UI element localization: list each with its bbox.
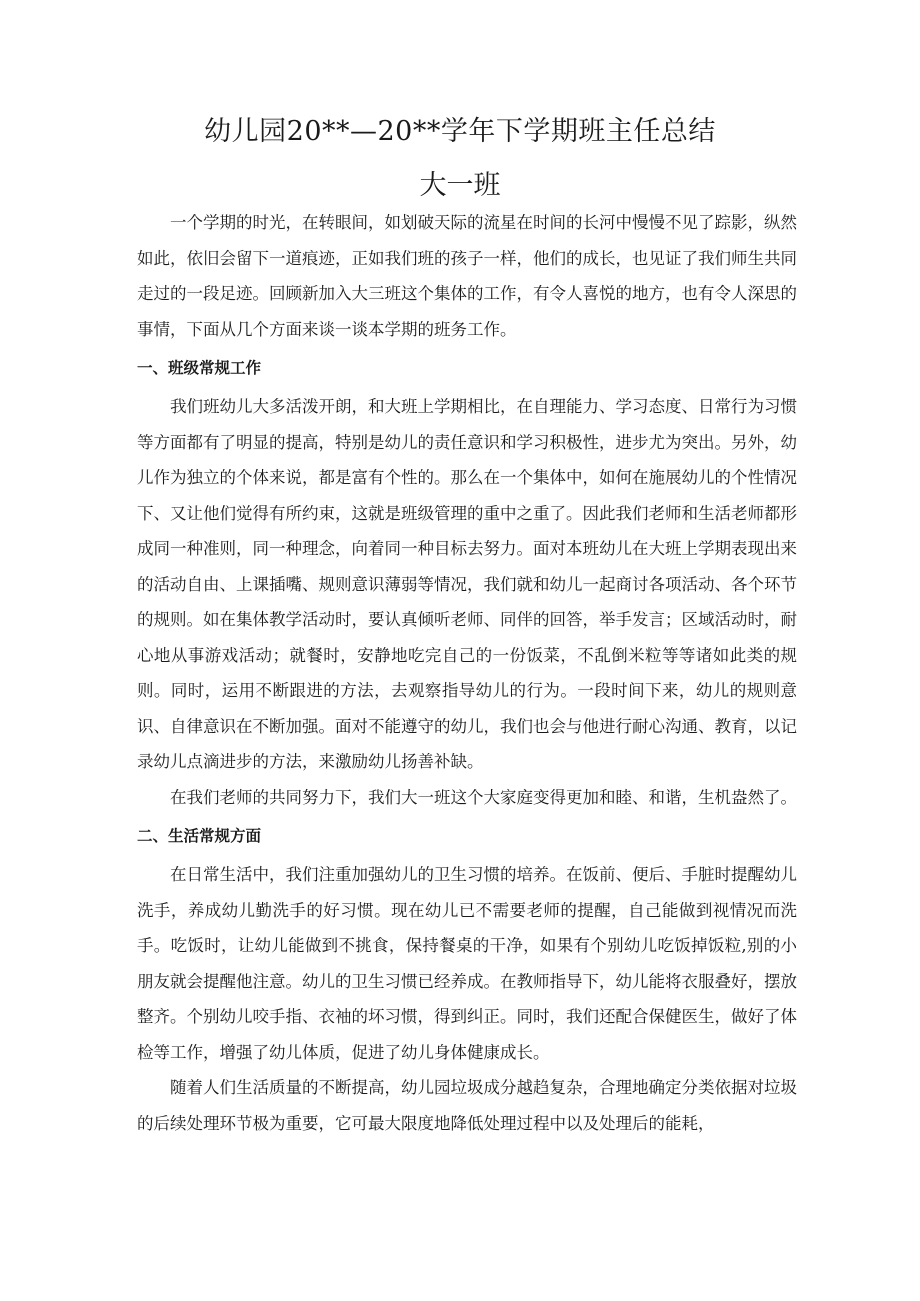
document-subtitle: 大一班 bbox=[419, 170, 501, 201]
section-paragraph: 我们班幼儿大多活泼开朗，和大班上学期相比，在自理能力、学习态度、日常行为习惯等方面都有了明显的提高，特别是幼儿的责任意识和学习积极性，进步尤为突出。另外，幼儿作为独立的个体来说，都是富有个性的。那么在一个集体中，如何在施展幼儿的个性情况下、又让他们觉得有所约束，这就是班级管理的重中之重了。因此我们老师和生活老师都形成同一种准则，同一种理念，向着同一种目标去努力。面对本班幼儿在大班上学期表现出来的活动自由、上课插嘴、规则意识薄弱等情况，我们就和幼儿一起商讨各项活动、各个环节的规则。如在集体教学活动时，要认真倾听老师、同伴的回答，举手发言；区域活动时，耐心地从事游戏活动；就餐时，安静地吃完自己的一份饭菜，不乱倒米粒等等诸如此类的规则。同时，运用不断跟进的方法，去观察指导幼儿的行为。一段时间下来，幼儿的规则意识、自律意识在不断加强。面对不能遵守的幼儿，我们也会与他进行耐心沟通、教育，以记录幼儿点滴进步的方法，来激励幼儿扬善补缺。 bbox=[137, 397, 797, 771]
section-paragraph: 随着人们生活质量的不断提高，幼儿园垃圾成分越趋复杂，合理地确定分类依据对垃圾的后续处理环节极为重要，它可最大限度地降低处理过程中以及处理后的能耗， bbox=[137, 1078, 797, 1133]
intro-paragraph: 一个学期的时光，在转眼间，如划破天际的流星在时间的长河中慢慢不见了踪影，纵然如此，依旧会留下一道痕迹，正如我们班的孩子一样，他们的成长，也见证了我们师生共同走过的一段足迹。回顾新加入大三班这个集体的工作，有令人喜悦的地方，也有令人深思的事情，下面从几个方面来谈一谈本学期的班务工作。 bbox=[137, 213, 797, 339]
section-heading: 二、生活常规方面 bbox=[137, 827, 262, 845]
section-heading: 一、班级常规工作 bbox=[137, 359, 262, 377]
section-life-routine bbox=[137, 815, 797, 1141]
document-body bbox=[137, 205, 797, 1141]
section-paragraph: 在我们老师的共同努力下，我们大一班这个大家庭变得更加和睦、和谐，生机盎然了。 bbox=[170, 787, 797, 807]
section-class-routine bbox=[137, 347, 797, 815]
document-title: 幼儿园20**—20**学年下学期班主任总结 bbox=[204, 116, 716, 147]
section-paragraph: 在日常生活中，我们注重加强幼儿的卫生习惯的培养。在饭前、便后、手脏时提醒幼儿洗手，养成幼儿勤洗手的好习惯。现在幼儿已不需要老师的提醒，自己能做到视情况而洗手。吃饭时，让幼儿能做到不挑食，保持餐桌的干净，如果有个别幼儿吃饭掉饭粒,别的小朋友就会提醒他注意。幼儿的卫生习惯已经养成。在教师指导下，幼儿能将衣服叠好，摆放整齐。个别幼儿咬手指、衣袖的坏习惯，得到纠正。同时，我们还配合保健医生，做好了体检等工作，增强了幼儿体质，促进了幼儿身体健康成长。 bbox=[137, 865, 797, 1062]
